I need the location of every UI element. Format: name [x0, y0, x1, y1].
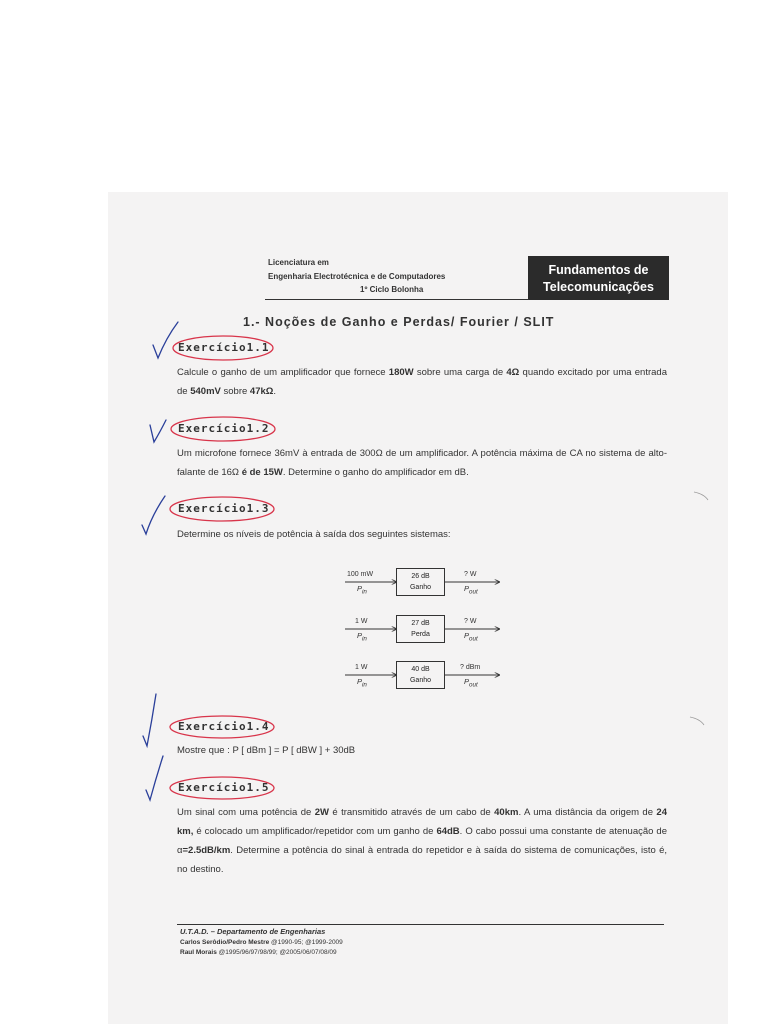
pin-label: $P_{in}$ — [357, 584, 367, 596]
gain-block: 26 dB Ganho — [396, 568, 445, 596]
course-title-box — [528, 256, 669, 300]
exercise-1-5-title: Exercício1.5 — [178, 781, 270, 794]
course-title-line1: Fundamentos de — [548, 263, 649, 277]
pin-label: $P_{in}$ — [357, 677, 367, 689]
footer-divider — [177, 924, 664, 925]
output-label: ? dBm — [460, 664, 481, 671]
department-label: Engenharia Electrotécnica e de Computadores — [268, 272, 446, 281]
exercise-1-1-text: Calcule o ganho de um amplificador que fornece 180W sobre uma carga de 4Ω quando excitado por uma entrada de 540mV sobre 47kΩ. — [177, 367, 667, 397]
exercise-1-5-text: Um sinal com uma potência de 2W é transmitido através de um cabo de 40km. A uma distância da origem de 24 km, é colocado um amplificador/repetidor com um ganho de 64dB. O cabo possui uma constante de atenuação de α=2.5dB/km. Determine a potência do sinal à entrada do repetidor e à saída do sistema de comunicações, isto é, no destino. — [177, 807, 668, 875]
exercise-1-1-title: Exercício1.1 — [178, 341, 270, 354]
footer-institution: U.T.A.D. – Departamento de Engenharias — [180, 927, 326, 936]
input-label: 1 W — [355, 664, 368, 671]
program-label: Licenciatura em — [268, 258, 329, 267]
cycle-label: 1º Ciclo Bolonha — [360, 285, 424, 294]
exercise-1-3-text: Determine os níveis de potência à saída dos seguintes sistemas: — [177, 529, 451, 540]
pout-label: $P_{out}$ — [464, 584, 478, 596]
course-title-line2: Telecomunicações — [543, 280, 654, 294]
output-label: ? W — [464, 618, 477, 625]
exercise-1-2-text: Um microfone fornece 36mV à entrada de 300Ω de um amplificador. A potência máxima de CA no sistema de alto-falante de 16Ω é de 15W. Determine o ganho do amplificador em dB. — [177, 448, 667, 478]
pout-label: $P_{out}$ — [464, 631, 478, 643]
page-title: 1.- Noções de Ganho e Perdas/ Fourier / SLIT — [243, 315, 555, 329]
pout-label: $P_{out}$ — [464, 677, 478, 689]
input-label: 100 mW — [347, 571, 374, 578]
gain-block: 40 dB Ganho — [396, 661, 445, 689]
footer-authors-2: Raul Morais @1995/96/97/98/99; @2005/06/07/08/09 — [180, 949, 337, 956]
exercise-1-3-title: Exercício1.3 — [178, 502, 270, 515]
header-divider — [265, 299, 529, 300]
footer-authors-1: Carlos Serôdio/Pedro Mestre @1990-95; @1999-2009 — [180, 939, 343, 946]
output-label: ? W — [464, 571, 477, 578]
exercise-1-2-title: Exercício1.2 — [178, 422, 270, 435]
input-label: 1 W — [355, 618, 368, 625]
pin-label: $P_{in}$ — [357, 631, 367, 643]
loss-block: 27 dB Perda — [396, 615, 445, 643]
exercise-1-4-text: Mostre que : P [ dBm ] = P [ dBW ] + 30dB — [177, 745, 356, 756]
exercise-1-4-title: Exercício1.4 — [178, 720, 270, 733]
